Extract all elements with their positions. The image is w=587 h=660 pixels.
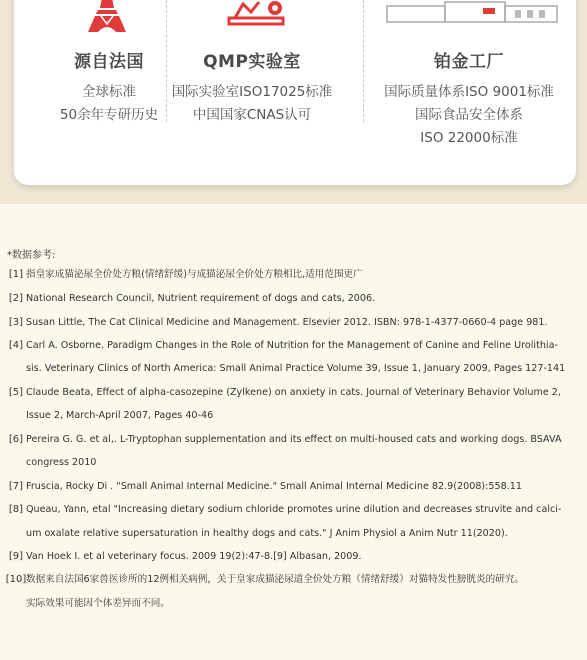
- ref-line: Pereira G. G. et al,. L-Tryptophan supplementation and its effect on multi-housed cats and working dogs. BSAVA: [26, 434, 562, 445]
- ref-number: [2]: [8, 293, 24, 304]
- feature-line: 国际实验室ISO17025标准: [171, 84, 333, 100]
- laboratory-icon: [225, 0, 295, 28]
- ref-number: [7]: [8, 481, 24, 492]
- ref-number: [8]: [8, 504, 24, 515]
- ref-line: congress 2010: [26, 457, 97, 468]
- feature-line: 国际食品安全体系: [415, 107, 523, 123]
- ref-line: um oxalate relative supersaturation in healthy dogs and cats." J Anim Physiol a Anim Nutr 11(2020).: [26, 528, 508, 539]
- ref-number: [9]: [8, 551, 24, 562]
- ref-line: Carl A. Osborne. Paradigm Changes in the Role of Nutrition for the Management of Canine and Feline Urolithia-: [26, 340, 558, 351]
- references-heading: *数据参考:: [7, 250, 56, 261]
- ref-line: Susan Little, The Cat Clinical Medicine and Management. Elsevier 2012. ISBN: 978-1-4377-0660-4 page 981.: [26, 317, 548, 328]
- ref-line: 数据来自法国6家兽医诊所的12例相关病例，关于皇家成猫泌尿道全价处方粮（情绪舒缓）对猫特发性膀胱炎的研究。: [26, 574, 524, 585]
- ref-line: Claude Beata, Effect of alpha-casozepine (Zylkene) on anxiety in cats. Journal of Veterinary Behavior Volume 2,: [26, 387, 561, 398]
- column-divider: [363, 0, 364, 122]
- features-card: [14, 0, 576, 185]
- ref-number: [6]: [8, 434, 24, 445]
- ref-line: National Research Council, Nutrient requirement of dogs and cats, 2006.: [26, 293, 376, 304]
- feature-title: 源自法国: [74, 52, 144, 72]
- feature-line: 全球标准: [82, 84, 136, 100]
- feature-line: 国际质量体系ISO 9001标准: [384, 84, 554, 100]
- feature-line: 50余年专研历史: [59, 107, 159, 123]
- ref-line: Fruscia, Rocky Di . "Small Animal Internal Medicine." Small Animal Internal Medicine 82.9(2008):558.11: [26, 481, 522, 492]
- ref-number: [1]: [8, 269, 24, 280]
- ref-number: [3]: [8, 317, 24, 328]
- ref-line: sis. Veterinary Clinics of North America: Small Animal Practice Volume 39, Issue 1, January 2009, Pages 127-141: [26, 363, 566, 374]
- eiffel-tower-icon: [80, 0, 134, 32]
- ref-number: [10]: [5, 574, 27, 585]
- ref-line: 实际效果可能因个体差异而不同。: [26, 598, 170, 609]
- feature-line: 中国国家CNAS认可: [192, 107, 312, 123]
- feature-line: ISO 22000标准: [420, 130, 518, 146]
- feature-title: QMP实验室: [203, 52, 301, 72]
- ref-number: [4]: [8, 340, 24, 351]
- factory-icon: [385, 0, 561, 26]
- ref-line: 指皇家成猫泌尿全价处方粮(情绪舒缓)与成猫泌尿全价处方粮相比,适用范围更广: [26, 269, 363, 280]
- feature-title: 铂金工厂: [434, 52, 504, 72]
- ref-number: [5]: [8, 387, 24, 398]
- ref-line: Queau, Yann, etal "Increasing dietary sodium chloride promotes urine dilution and decreases struvite and calci-: [26, 504, 562, 515]
- ref-line: Issue 2, March-April 2007, Pages 40-46: [26, 410, 214, 421]
- ref-line: Van Hoek I. et al veterinary focus. 2009 19(2):47-8.[9] Albasan, 2009.: [26, 551, 362, 562]
